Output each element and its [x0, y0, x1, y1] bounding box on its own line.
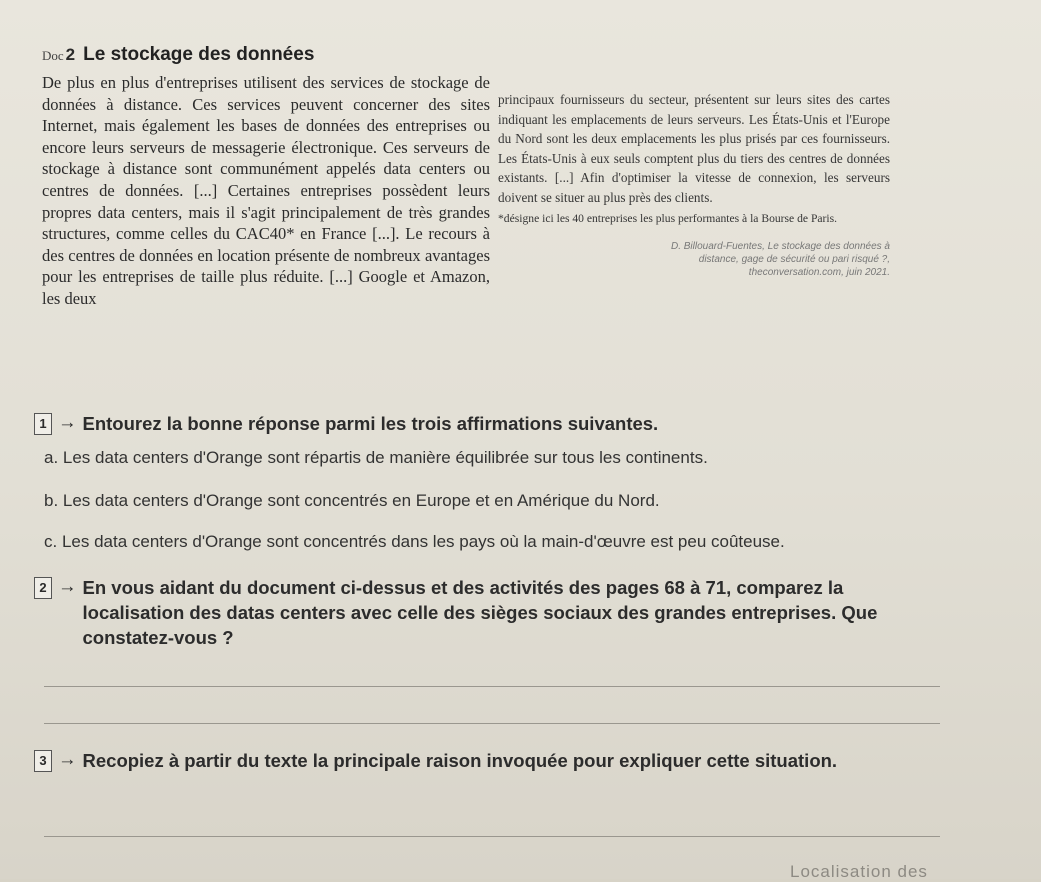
question-2	[34, 575, 934, 650]
question-number-badge: 3	[34, 750, 52, 772]
footnote: *désigne ici les 40 entreprises les plus performantes à la Bourse de Paris.	[498, 212, 838, 225]
document-header	[42, 44, 314, 66]
text-column-left	[42, 72, 490, 310]
doc-label: Doc	[42, 48, 64, 63]
arrow-icon: →	[58, 575, 77, 596]
answer-line[interactable]	[44, 686, 940, 687]
question-number-badge: 2	[34, 577, 52, 599]
article-text-left: De plus en plus d'entreprises utilisent des services de stockage de données à distance. Ces services peuvent concerner des sites Internet, mais également les bases de données des entreprises ou encore leurs serveurs de messagerie électronique. Ces serveurs de stockage à distance sont communément appelés data centers ou centres de données. [...] Certaines entreprises possèdent leurs propres data centers, mais il s'agit principalement de très grandes structures, comme celles du CAC40* en France [...]. Le recours à des centres de données en location présente de nombreux avantages pour les entreprises de taille plus réduite. [...] Google et Amazon, les deux	[42, 73, 490, 308]
question-text: En vous aidant du document ci-dessus et des activités des pages 68 à 71, comparez la localisation des datas centers avec celle des sièges sociaux des grandes entreprises. Que constatez-vous ?	[82, 577, 878, 648]
source-citation: D. Billouard-Fuentes, Le stockage des données à distance, gage de sécurité ou pari risqué ?, theconversation.com, juin 2021.	[670, 241, 890, 278]
document-title: Le stockage des données	[83, 44, 315, 65]
question-1	[34, 411, 994, 436]
answer-line[interactable]	[44, 723, 940, 724]
arrow-icon: →	[58, 411, 77, 432]
choice-a[interactable]: a. Les data centers d'Orange sont répartis de manière équilibrée sur tous les continents.	[44, 448, 708, 467]
answer-line[interactable]	[44, 836, 940, 837]
choice-b[interactable]: b. Les data centers d'Orange sont concentrés en Europe et en Amérique du Nord.	[44, 491, 660, 510]
question-text: Entourez la bonne réponse parmi les trois affirmations suivantes.	[82, 413, 659, 434]
choice-c[interactable]: c. Les data centers d'Orange sont concentrés dans les pays où la main-d'œuvre est peu coûteuse.	[44, 532, 785, 551]
arrow-icon: →	[58, 748, 77, 769]
question-text: Recopiez à partir du texte la principale raison invoquée pour expliquer cette situation.	[82, 750, 838, 771]
text-column-right	[498, 90, 890, 279]
doc-number: 2	[65, 45, 76, 64]
question-number-badge: 1	[34, 413, 52, 435]
next-section-heading: Localisation des	[790, 862, 928, 881]
article-text-right: principaux fournisseurs du secteur, présentent sur leurs sites des cartes indiquant les emplacements de leurs serveurs. Les États-Unis et l'Europe du Nord sont les deux emplacements les plus prisés par ces fournisseurs. Les États-Unis à eux seuls comptent plus du tiers des centres de données existants. [...] Afin d'optimiser la vitesse de connexion, les serveurs doivent se situer au plus près des clients.	[498, 92, 890, 205]
question-3	[34, 748, 934, 773]
